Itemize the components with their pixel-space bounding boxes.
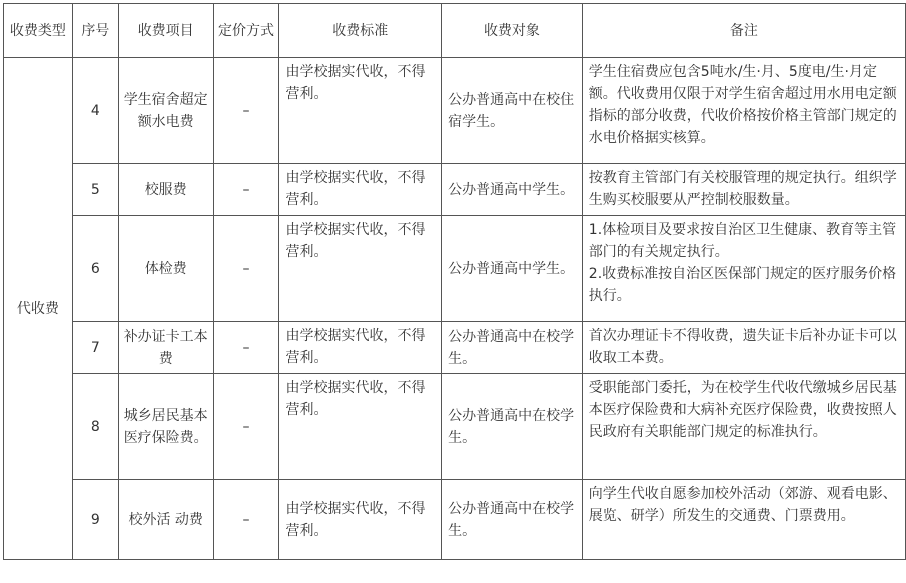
header-standard: 收费标准 [279,4,442,58]
seq-cell: 8 [72,374,118,480]
standard-cell: 由学校据实代收，不得营利。 [279,58,442,164]
method-cell: – [213,216,279,322]
target-cell: 公办普通高中在校学生。 [442,374,583,480]
table-row [4,480,906,560]
method-cell: – [213,58,279,164]
target-cell: 公办普通高中学生。 [442,164,583,216]
standard-cell: 由学校据实代收，不得营利。 [279,480,442,560]
standard-cell: 由学校据实代收，不得营利。 [279,374,442,480]
standard-cell: 由学校据实代收，不得营利。 [279,164,442,216]
table-row [4,216,906,322]
table-row [4,58,906,164]
seq-cell: 5 [72,164,118,216]
seq-cell: 9 [72,480,118,560]
seq-cell: 4 [72,58,118,164]
note-cell: 向学生代收自愿参加校外活动（郊游、观看电影、展览、研学）所发生的交通费、门票费用。 [582,480,905,560]
standard-cell: 由学校据实代收，不得营利。 [279,322,442,374]
note-cell: 1.体检项目及要求按自治区卫生健康、教育等主管部门的有关规定执行。 2.收费标准按自治区医保部门规定的医疗服务价格执行。 [582,216,905,322]
note-cell: 学生住宿费应包含5吨水/生·月、5度电/生·月定额。代收费用仅限于对学生宿舍超过用水用电定额指标的部分收费，代收价格按价格主管部门规定的水电价格据实核算。 [582,58,905,164]
item-cell: 校外活 动费 [118,480,213,560]
note-cell: 按教育主管部门有关校服管理的规定执行。组织学生购买校服要从严控制校服数量。 [582,164,905,216]
header-row [4,4,906,58]
item-cell: 校服费 [118,164,213,216]
method-cell: – [213,164,279,216]
method-cell: – [213,480,279,560]
fee-table [3,3,906,560]
header-target: 收费对象 [442,4,583,58]
category-cell: 代收费 [4,58,73,560]
method-cell: – [213,374,279,480]
item-cell: 学生宿舍超定额水电费 [118,58,213,164]
header-type: 收费类型 [4,4,73,58]
note-cell: 受职能部门委托，为在校学生代收代缴城乡居民基本医疗保险费和大病补充医疗保险费，收费按照人民政府有关职能部门规定的标准执行。 [582,374,905,480]
target-cell: 公办普通高中学生。 [442,216,583,322]
note-cell: 首次办理证卡不得收费，遗失证卡后补办证卡可以收取工本费。 [582,322,905,374]
header-item: 收费项目 [118,4,213,58]
target-cell: 公办普通高中在校学生。 [442,322,583,374]
target-cell: 公办普通高中在校住宿学生。 [442,58,583,164]
header-note: 备注 [582,4,905,58]
item-cell: 补办证卡工本费 [118,322,213,374]
item-cell: 城乡居民基本医疗保险费。 [118,374,213,480]
target-cell: 公办普通高中在校学生。 [442,480,583,560]
table-row [4,374,906,480]
method-cell: – [213,322,279,374]
seq-cell: 6 [72,216,118,322]
standard-cell: 由学校据实代收，不得营利。 [279,216,442,322]
item-cell: 体检费 [118,216,213,322]
seq-cell: 7 [72,322,118,374]
table-row [4,322,906,374]
header-seq: 序号 [72,4,118,58]
table-row [4,164,906,216]
header-method: 定价方式 [213,4,279,58]
